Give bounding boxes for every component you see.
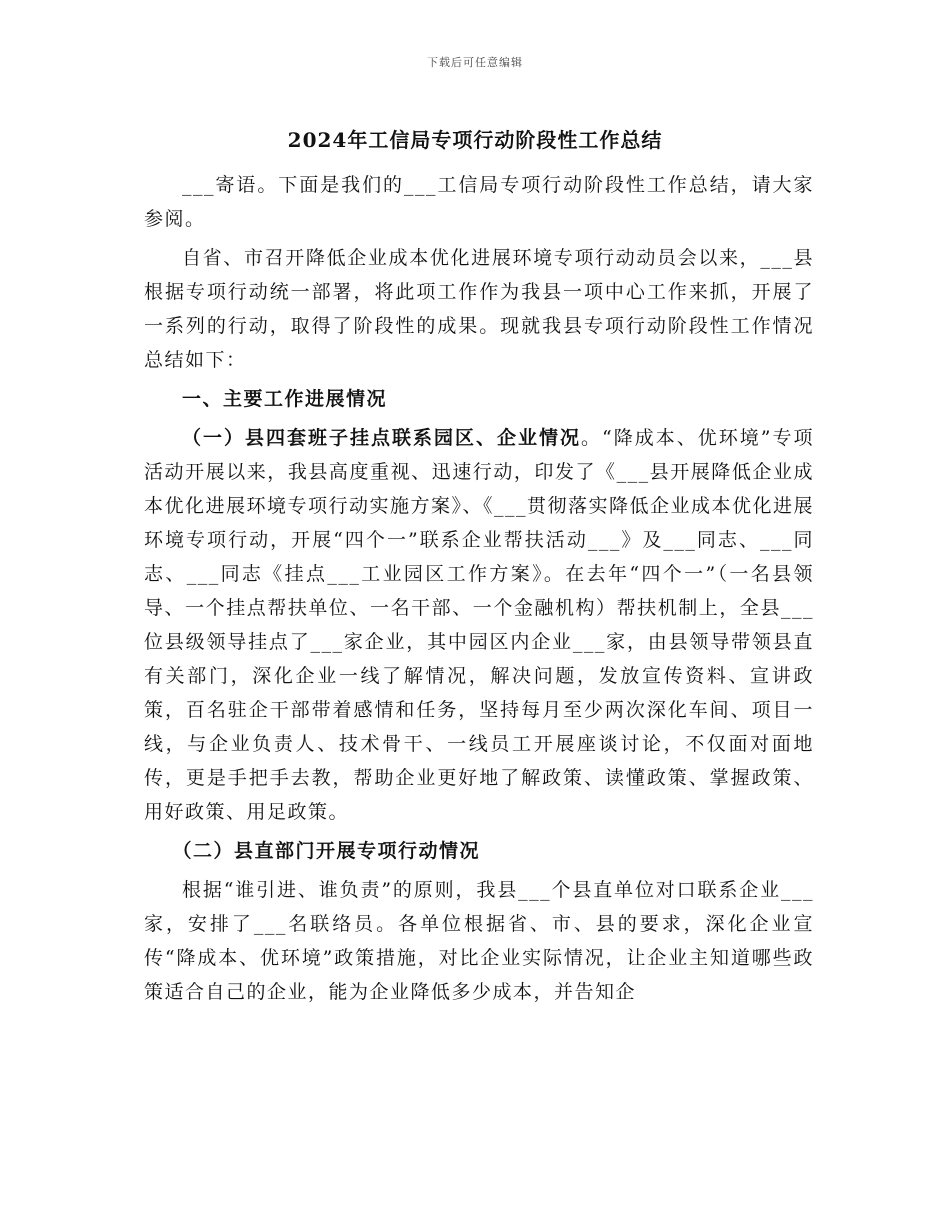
page-header-note: 下载后可任意编辑 <box>427 56 523 69</box>
subsection-2-heading: （二）县直部门开展专项行动情况 <box>172 840 481 862</box>
overview-paragraph: 自省、市召开降低企业成本优化进展环境专项行动动员会以来，___县根据专项行动统一部署，将此项工作作为我县一项中心工作来抓，开展了一系列的行动，取得了阶段性的成果。现就我县专项行动阶段性工作情况总结如下： <box>144 247 814 371</box>
intro-paragraph: ___寄语。下面是我们的___工信局专项行动阶段性工作总结，请大家参阅。 <box>144 174 814 230</box>
subsection-2-paragraph: 根据“谁引进、谁负责”的原则，我县___个县直单位对口联系企业___家，安排了___名联络员。各单位根据省、市、县的要求，深化企业宣传“降成本、优环境”政策措施，对比企业实际情况，让企业主知道哪些政策适合自己的企业，能为企业降低多少成本，并告知企 <box>144 879 814 1003</box>
document-title: 2024年工信局专项行动阶段性工作总结 <box>287 128 663 152</box>
section-heading-main-progress: 一、主要工作进展情况 <box>182 388 388 410</box>
document-body <box>144 168 814 1014</box>
subsection-1-body: 。“降成本、优环境”专项活动开展以来，我县高度重视、迅速行动，印发了《___县开展降低企业成本优化进展环境专项行动实施方案》、《___贯彻落实降低企业成本优化进展环境专项行动，开展“四个一”联系企业帮扶活动___》及___同志、___同志、___同志《挂点___工业园区工作方案》。在去年“四个一”（一名县领导、一个挂点帮扶单位、一名干部、一个金融机构）帮扶机制上，全县___位县级领导挂点了___家企业，其中园区内企业___家，由县领导带领县直有关部门，深化企业一线了解情况，解决问题，发放宣传资料、宣讲政策，百名驻企干部带着感情和任务，坚持每月至少两次深化车间、项目一线，与企业负责人、技术骨干、一线员工开展座谈讨论，不仅面对面地传，更是手把手去教，帮助企业更好地了解政策、读懂政策、掌握政策、用好政策、用足政策。 <box>144 427 815 823</box>
subsection-1-heading: （一）县四套班子挂点联系园区、企业情况 <box>182 427 582 449</box>
subsection-1-paragraph <box>144 421 814 829</box>
